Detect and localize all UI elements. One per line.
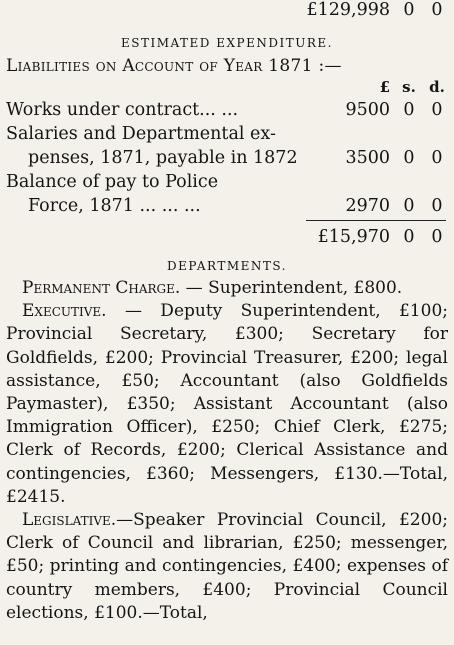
- total-shillings: 0: [403, 227, 415, 247]
- paragraph-lead: Executive.: [22, 301, 107, 322]
- carried-total-pence: 0: [431, 0, 443, 20]
- column-headers: [6, 78, 448, 100]
- document-column: [6, 0, 448, 625]
- row-pounds: 3500: [345, 148, 390, 168]
- row-shillings: 0: [403, 100, 415, 120]
- row-pounds: 2970: [345, 196, 390, 216]
- col-pounds-header: £: [379, 78, 390, 96]
- total-pence: 0: [431, 227, 443, 247]
- row-pounds: 9500: [345, 100, 390, 120]
- expenditure-row: [6, 148, 448, 172]
- carried-total-pounds: £129,998: [306, 0, 390, 20]
- carried-total-row: [6, 0, 448, 26]
- row-label: penses, 1871, payable in 1872: [28, 148, 298, 168]
- row-shillings: 0: [403, 196, 415, 216]
- row-pence: 0: [431, 100, 443, 120]
- permanent-charge-paragraph: [6, 277, 448, 300]
- expenditure-row: [6, 124, 448, 148]
- row-label: Force, 1871 ... ... ...: [28, 196, 201, 216]
- executive-paragraph: [6, 300, 448, 509]
- row-pence: 0: [431, 148, 443, 168]
- paragraph-text: —Speaker Provincial Council, £200; Clerk of Council and librarian, £250; messenger, £50; printing and contingencies, £400; expenses of country members, £400; Provincial Council elections, £100.—Total,: [6, 510, 448, 623]
- expenditure-row: [6, 100, 448, 124]
- legislative-paragraph: [6, 509, 448, 625]
- expenditure-total-row: [6, 227, 448, 255]
- paragraph-lead: Legislative.: [22, 510, 117, 531]
- row-shillings: 0: [403, 148, 415, 168]
- carried-total-shillings: 0: [403, 0, 415, 20]
- paragraph-lead: Permanent Charge.: [22, 278, 181, 298]
- liabilities-subheading: Liabilities on Account of Year 1871 :—: [6, 56, 342, 76]
- col-shillings-header: s.: [402, 78, 416, 96]
- sum-rule: [306, 220, 446, 227]
- expenditure-row: [6, 196, 448, 220]
- expenditure-row: [6, 172, 448, 196]
- paragraph-text: — Deputy Superintendent, £100; Provincial Secretary, £300; Secretary for Goldfields, £200; Provincial Treasurer, £200; legal assistance, £50; Accountant (also Goldfields Paymaster), £350; Assistant Accountant (also Immigration Officer), £250; Chief Clerk, £275; Clerk of Records, £200; Clerical Assistance and contingencies, £360; Messengers, £130.—Total, £2415.: [6, 301, 448, 507]
- row-label: Works under contract... ...: [6, 100, 239, 120]
- expenditure-heading: ESTIMATED EXPENDITURE.: [121, 36, 333, 50]
- row-pence: 0: [431, 196, 443, 216]
- row-label: Salaries and Departmental ex-: [6, 124, 276, 144]
- departments-heading: DEPARTMENTS.: [166, 259, 287, 273]
- paragraph-text: — Superintendent, £800.: [180, 278, 403, 298]
- col-pence-header: d.: [429, 78, 445, 96]
- total-pounds: £15,970: [317, 227, 390, 247]
- row-label: Balance of pay to Police: [6, 172, 219, 192]
